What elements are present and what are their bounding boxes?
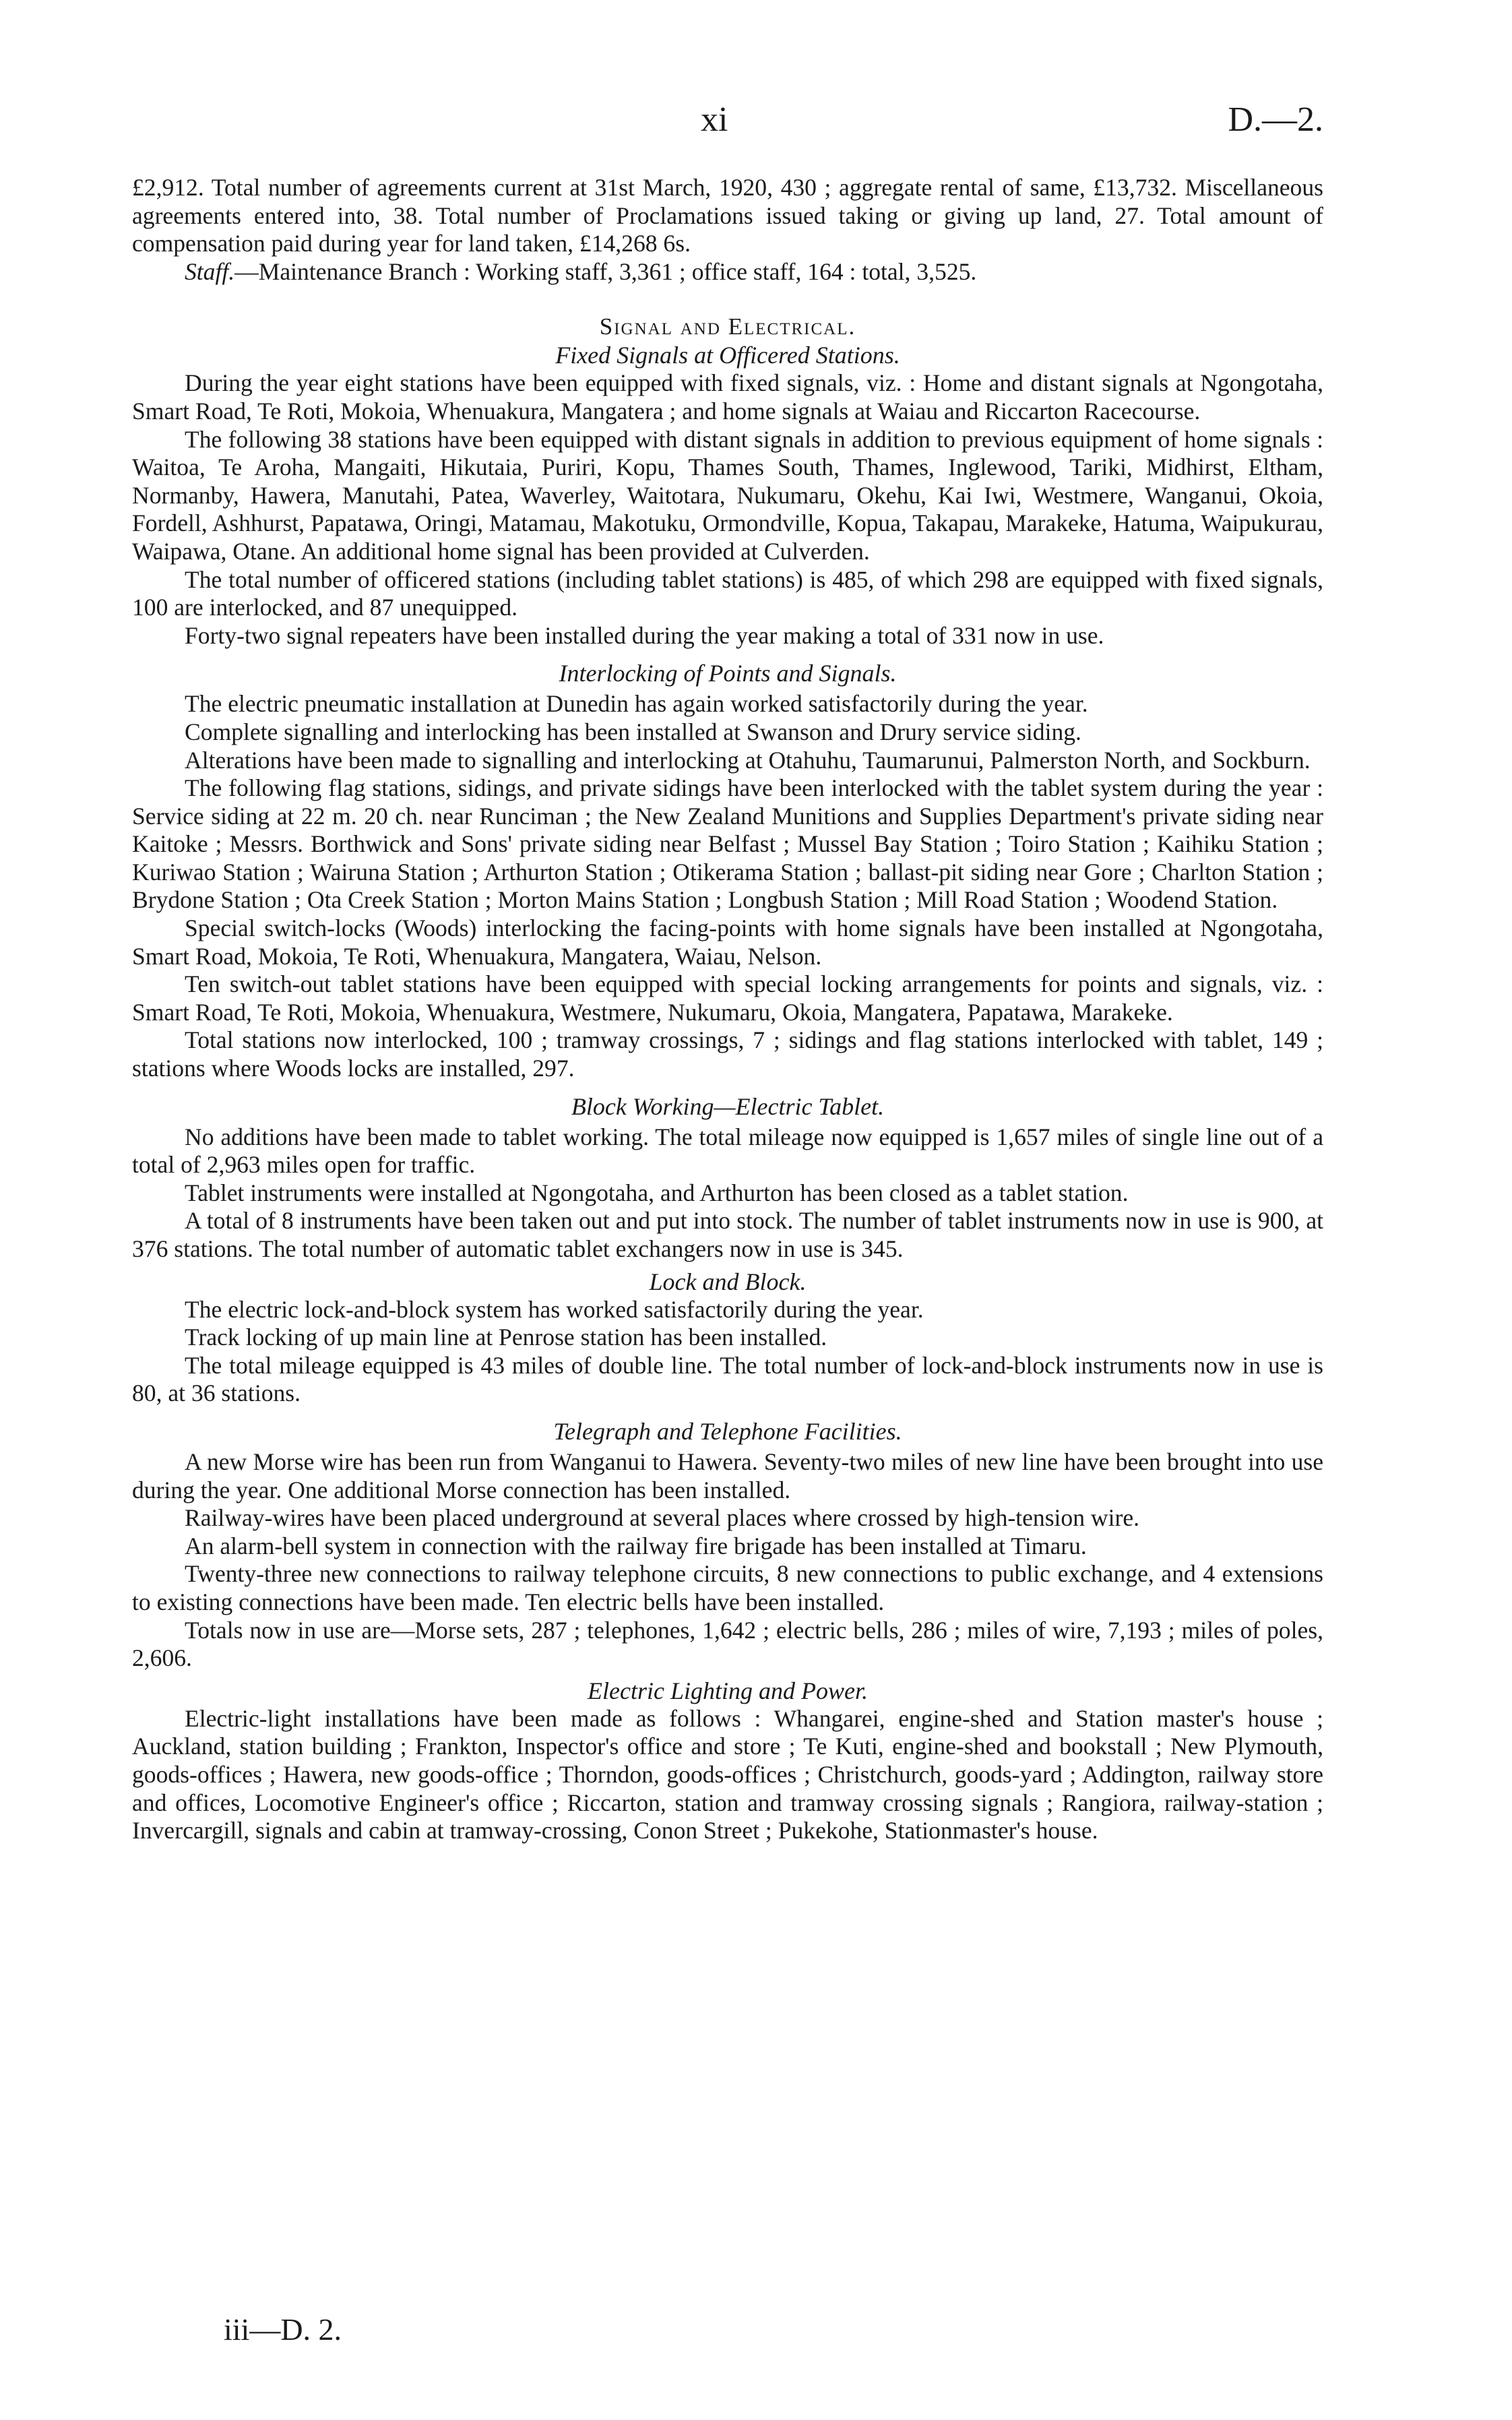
paragraph: Total stations now interlocked, 100 ; tramway crossings, 7 ; sidings and flag stations interlocked with tablet, 149 ; stations where Woods locks are installed, 297. [132, 1026, 1323, 1082]
paragraph: No additions have been made to tablet working. The total mileage now equipped is 1,657 miles of single line out of a total of 2,963 miles open for traffic. [132, 1123, 1323, 1179]
staff-paragraph [132, 258, 1323, 286]
paragraph: The total mileage equipped is 43 miles of double line. The total number of lock-and-block instruments now in use is 80, at 36 stations. [132, 1351, 1323, 1407]
paragraph: A new Morse wire has been run from Wanganui to Hawera. Seventy-two miles of new line have been brought into use during the year. One additional Morse connection has been installed. [132, 1448, 1323, 1503]
footer-signature: iii—D. 2. [224, 2312, 342, 2347]
paragraph: Forty-two signal repeaters have been installed during the year making a total of 331 now in use. [185, 621, 1104, 649]
paragraph: The electric pneumatic installation at Dunedin has again worked satisfactorily during the year. [185, 690, 1088, 718]
paragraph: Alterations have been made to signalling and interlocking at Otahuhu, Taumarunui, Palmerston North, and Sockburn. [185, 746, 1311, 774]
paragraph: Totals now in use are—Morse sets, 287 ; telephones, 1,642 ; electric bells, 286 ; miles of wire, 7,193 ; miles of poles, 2,606. [132, 1616, 1323, 1672]
subheading-block-working: Block Working—Electric Tablet. [571, 1092, 885, 1120]
document-body [132, 174, 1323, 1845]
paragraph: An alarm-bell system in connection with the railway fire brigade has been installed at Timaru. [185, 1532, 1087, 1559]
paragraph: Track locking of up main line at Penrose station has been installed. [185, 1324, 827, 1351]
paragraph: Complete signalling and interlocking has been installed at Swanson and Drury service siding. [185, 718, 1081, 745]
paragraph: Special switch-locks (Woods) interlocking the facing-points with home signals have been installed at Ngongotaha, Smart Road, Mokoia, Te Roti, Whenuakura, Mangatera, Waiau, Nelson. [132, 914, 1323, 970]
staff-text: —Maintenance Branch : Working staff, 3,361 ; office staff, 164 : total, 3,525. [234, 257, 977, 285]
paragraph: Twenty-three new connections to railway telephone circuits, 8 new connections to public exchange, and 4 extensions to existing connections have been made. Ten electric bells have been installed. [132, 1560, 1323, 1615]
subheading-fixed-signals: Fixed Signals at Officered Stations. [555, 342, 900, 369]
paragraph: The total number of officered stations (including tablet stations) is 485, of which 298 are equipped with fixed signals, 100 are interlocked, and 87 unequipped. [132, 565, 1323, 621]
document-reference: D.—2. [1228, 100, 1323, 139]
subheading-lock-and-block: Lock and Block. [649, 1268, 807, 1295]
paragraph: Railway-wires have been placed underground at several places where crossed by high-tension wire. [185, 1504, 1140, 1532]
paragraph: During the year eight stations have been equipped with fixed signals, viz. : Home and distant signals at Ngongotaha, Smart Road, Te Roti, Mokoia, Whenuakura, Mangatera ; and home signals at Waiau and Riccarton Racecourse. [132, 369, 1323, 425]
paragraph: A total of 8 instruments have been taken out and put into stock. The number of tablet instruments now in use is 900, at 376 stations. The total number of automatic tablet exchangers now in use is 345. [132, 1207, 1323, 1262]
paragraph: Electric-light installations have been made as follows : Whangarei, engine-shed and Station master's house ; Auckland, station building ; Frankton, Inspector's office and store ; Te Kuti, engine-shed and bookstall ; New Plymouth, goods-offices ; Hawera, new goods-office ; Thorndon, goods-offices ; Christchurch, goods-yard ; Addington, railway store and offices, Locomotive Engineer's office ; Riccarton, station and tramway crossing signals ; Rangiora, railway-station ; Invercargill, signals and cabin at tramway-crossing, Conon Street ; Pukekohe, Stationmaster's house. [132, 1704, 1323, 1844]
staff-label: Staff. [185, 257, 235, 285]
paragraph: Ten switch-out tablet stations have been equipped with special locking arrangements for points and signals, viz. : Smart Road, Te Roti, Mokoia, Whenuakura, Westmere, Nukumaru, Okoia, Mangatera, Papatawa, Marakeke. [132, 970, 1323, 1026]
subheading-interlocking: Interlocking of Points and Signals. [559, 660, 897, 687]
intro-paragraph: £2,912. Total number of agreements current at 31st March, 1920, 430 ; aggregate rental of same, £13,732. Miscellaneous agreements entered into, 38. Total number of Proclamations issued taking or giving up land, 27. Total amount of compensation paid during year for land taken, £14,268 6s. [132, 174, 1323, 257]
page-number: xi [701, 100, 728, 139]
paragraph: The following 38 stations have been equipped with distant signals in addition to previous equipment of home signals : Waitoa, Te Aroha, Mangaiti, Hikutaia, Puriri, Kopu, Thames South, Thames, Inglewood, Tariki, Midhirst, Eltham, Normanby, Hawera, Manutahi, Patea, Waverley, Waitotara, Nukumaru, Okehu, Kai Iwi, Westmere, Wanganui, Okoia, Fordell, Ashhurst, Papatawa, Oringi, Matamau, Makotuku, Ormondville, Kopua, Takapau, Marakeke, Hatuma, Waipukurau, Waipawa, Otane. An additional home signal has been provided at Culverden. [132, 425, 1323, 565]
section-heading-signal: Signal and Electrical. [599, 313, 856, 340]
subheading-telegraph: Telegraph and Telephone Facilities. [553, 1417, 902, 1445]
paragraph: The electric lock-and-block system has worked satisfactorily during the year. [185, 1295, 924, 1323]
subheading-electric-lighting: Electric Lighting and Power. [588, 1677, 868, 1704]
paragraph: Tablet instruments were installed at Ngongotaha, and Arthurton has been closed as a tablet station. [185, 1179, 1129, 1206]
paragraph: The following flag stations, sidings, and private sidings have been interlocked with the tablet system during the year : Service siding at 22 m. 20 ch. near Runciman ; the New Zealand Munitions and Supplies Department's private siding near Kaitoke ; Messrs. Borthwick and Sons' private siding near Belfast ; Mussel Bay Station ; Toiro Station ; Kaihiku Station ; Kuriwao Station ; Wairuna Station ; Arthurton Station ; Otikerama Station ; ballast-pit siding near Gore ; Charlton Station ; Brydone Station ; Ota Creek Station ; Morton Mains Station ; Longbush Station ; Mill Road Station ; Woodend Station. [132, 774, 1323, 914]
